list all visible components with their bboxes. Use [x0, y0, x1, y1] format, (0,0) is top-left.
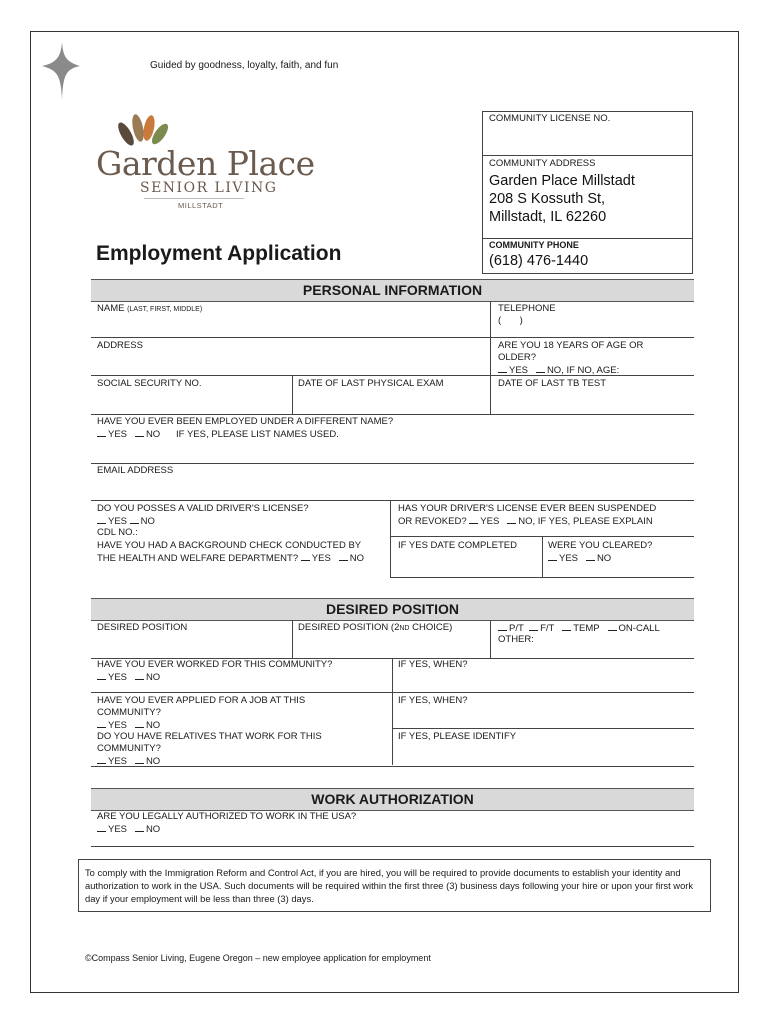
logo-name: Garden Place [96, 144, 315, 183]
community-phone: (618) 476-1440 [489, 253, 589, 269]
background-question: HAVE YOU HAD A BACKGROUND CHECK CONDUCTED BY [97, 540, 362, 551]
form-title: Employment Application [96, 242, 342, 265]
age-question: ARE YOU 18 YEARS OF AGE OR OLDER? [498, 340, 644, 363]
address-line: Garden Place Millstadt [489, 173, 635, 189]
telephone-parens: ( ) [498, 315, 523, 326]
footer-text: ©Compass Senior Living, Eugene Oregon – new employee application for employment [85, 953, 431, 963]
relatives-question: DO YOU HAVE RELATIVES THAT WORK FOR THIS COMMUNITY? [97, 731, 322, 754]
background-no-blank[interactable] [339, 552, 348, 561]
address-line: 208 S Kossuth St, [489, 191, 606, 207]
license-no-blank[interactable] [130, 515, 139, 524]
desired-position-label: DESIRED POSITION [97, 622, 188, 633]
suspended-question: HAS YOUR DRIVER'S LICENSE EVER BEEN SUSPENDED [398, 503, 657, 514]
ft-blank[interactable] [529, 622, 538, 631]
work-auth-yes-blank[interactable] [97, 823, 106, 832]
suspended-no-blank[interactable] [507, 515, 516, 524]
license-yes-blank[interactable] [97, 515, 106, 524]
ssn-label: SOCIAL SECURITY NO. [97, 378, 202, 389]
applied-yes-blank[interactable] [97, 719, 106, 728]
suspended-options: OR REVOKED? YES NO, IF YES, PLEASE EXPLAIN [398, 516, 653, 527]
applied-no-blank[interactable] [135, 719, 144, 728]
irca-notice: To comply with the Immigration Reform and Control Act, if you are hired, you will be required to provide documents to establish your identity and authorization to work in the USA. Such documents will be required within the first three (3) business days following your hire or upon your first work day if your employment will be less than three (3) days. [85, 867, 694, 904]
telephone-label: TELEPHONE [498, 303, 556, 314]
worked-yes-blank[interactable] [97, 671, 106, 680]
applied-when-label: IF YES, WHEN? [398, 695, 468, 706]
logo-location: MILLSTADT [178, 201, 224, 210]
other-name-no-blank[interactable] [135, 428, 144, 437]
temp-blank[interactable] [562, 622, 571, 631]
suspended-yes-blank[interactable] [469, 515, 478, 524]
other-name-question: HAVE YOU EVER BEEN EMPLOYED UNDER A DIFFERENT NAME? [97, 416, 394, 427]
relatives-yes-blank[interactable] [97, 755, 106, 764]
age-options: YES NO, IF NO, AGE: [498, 364, 619, 377]
age-no-blank[interactable] [536, 364, 545, 373]
date-completed-label: IF YES DATE COMPLETED [398, 540, 517, 551]
cleared-yes-blank[interactable] [548, 552, 557, 561]
star-icon [40, 42, 82, 100]
logo [96, 110, 336, 215]
personal-heading: PERSONAL INFORMATION [91, 279, 694, 302]
community-address [489, 172, 635, 226]
cleared-question: WERE YOU CLEARED? [548, 540, 653, 551]
worked-no-blank[interactable] [135, 671, 144, 680]
address-field-label: ADDRESS [97, 340, 143, 351]
age-yes-blank[interactable] [498, 364, 507, 373]
oncall-blank[interactable] [608, 622, 617, 631]
other-label: OTHER: [498, 634, 534, 645]
name-field-label: NAME (LAST, FIRST, MIDDLE) [97, 303, 203, 314]
applied-options: YES NO [97, 719, 160, 732]
other-name-yes-blank[interactable] [97, 428, 106, 437]
background-options: THE HEALTH AND WELFARE DEPARTMENT? YES NO [97, 553, 364, 564]
cleared-no-blank[interactable] [586, 552, 595, 561]
email-label: EMAIL ADDRESS [97, 465, 174, 476]
logo-sub: SENIOR LIVING [140, 180, 278, 196]
tb-test-label: DATE OF LAST TB TEST [498, 378, 607, 389]
work-auth-heading: WORK AUTHORIZATION [91, 788, 694, 811]
worked-when-label: IF YES, WHEN? [398, 659, 468, 670]
address-label: COMMUNITY ADDRESS [489, 158, 596, 169]
other-name-options: YES NO IF YES, PLEASE LIST NAMES USED. [97, 428, 339, 441]
license-question: DO YOU POSSES A VALID DRIVER'S LICENSE? [97, 503, 309, 514]
background-yes-blank[interactable] [301, 552, 310, 561]
work-auth-options: YES NO [97, 823, 160, 836]
relatives-identify-label: IF YES, PLEASE IDENTIFY [398, 731, 517, 742]
position-heading: DESIRED POSITION [91, 598, 694, 621]
license-label: COMMUNITY LICENSE NO. [489, 113, 611, 124]
license-options: YES NO [97, 515, 155, 528]
employment-type-options: P/T F/T TEMP ON-CALL [498, 622, 660, 635]
address-line: Millstadt, IL 62260 [489, 209, 607, 225]
work-auth-no-blank[interactable] [135, 823, 144, 832]
worked-options: YES NO [97, 671, 160, 684]
cleared-options: YES NO [548, 552, 611, 565]
relatives-options: YES NO [97, 755, 160, 768]
second-choice-label: DESIRED POSITION (2ND CHOICE) [298, 622, 453, 633]
work-auth-question: ARE YOU LEGALLY AUTHORIZED TO WORK IN THE USA? [97, 811, 357, 822]
tagline: Guided by goodness, loyalty, faith, and fun [150, 60, 339, 71]
applied-question: HAVE YOU EVER APPLIED FOR A JOB AT THIS COMMUNITY? [97, 695, 306, 718]
cdl-label: CDL NO.: [97, 527, 138, 538]
pt-blank[interactable] [498, 622, 507, 631]
relatives-no-blank[interactable] [135, 755, 144, 764]
physical-exam-label: DATE OF LAST PHYSICAL EXAM [298, 378, 444, 389]
phone-label: COMMUNITY PHONE [489, 240, 579, 250]
worked-question: HAVE YOU EVER WORKED FOR THIS COMMUNITY? [97, 659, 333, 670]
